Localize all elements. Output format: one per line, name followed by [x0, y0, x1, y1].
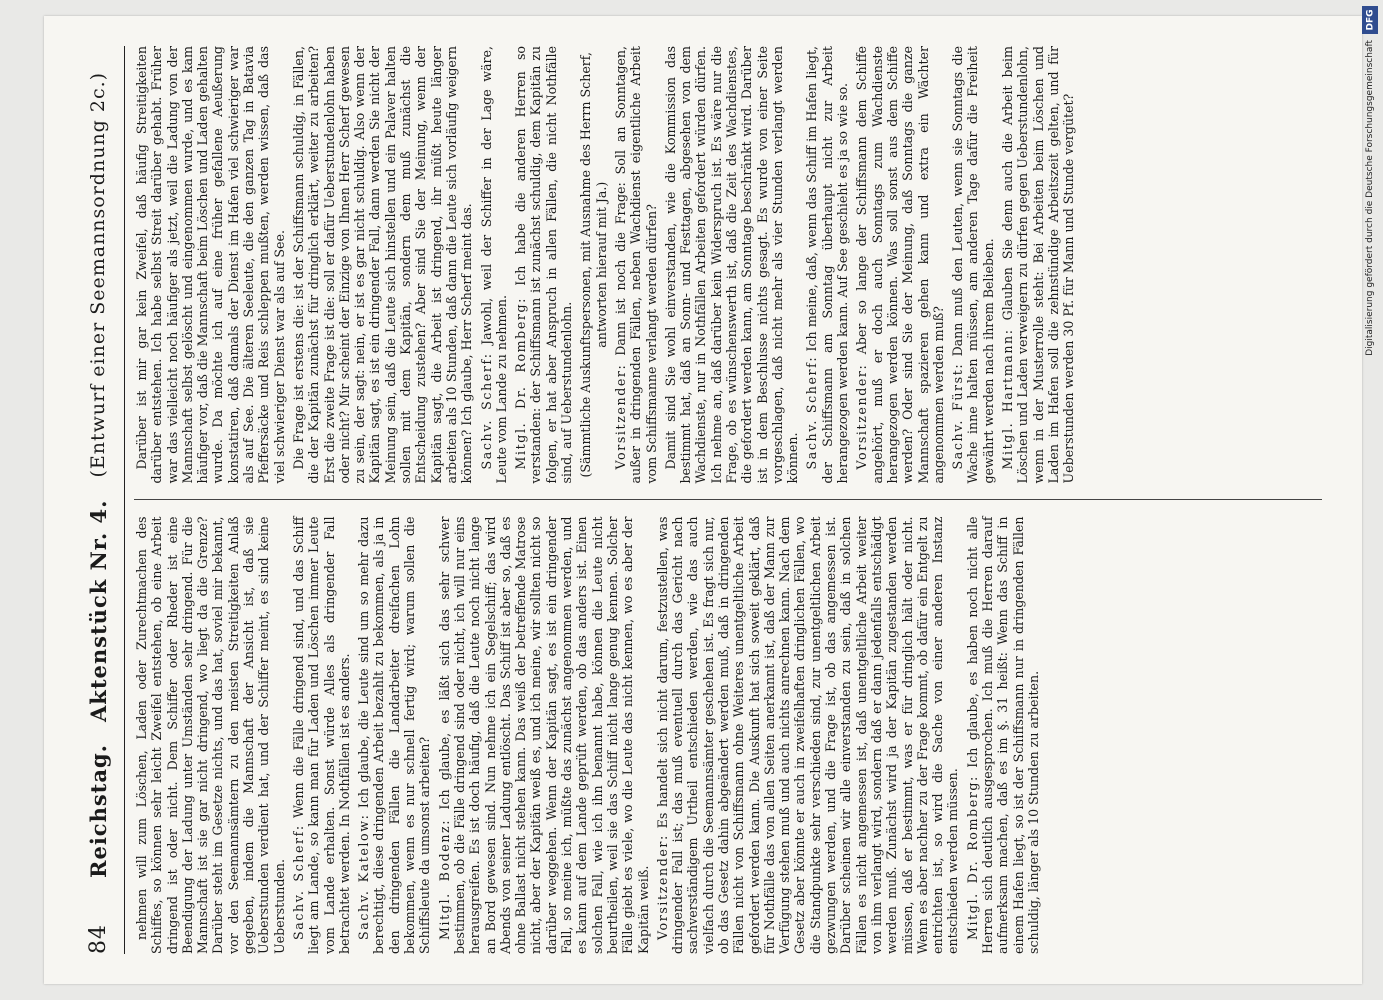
paragraph	[965, 517, 1041, 955]
speaker-name: Sachv. Fürst:	[950, 362, 966, 470]
speaker-name: Mitgl. Bodenz:	[436, 818, 452, 940]
paragraph	[479, 46, 510, 484]
paragraph	[613, 46, 659, 484]
paragraph-text: Dann muß den Leuten, wenn sie Sonntags die Wache inne halten müssen, am anderen Tage dafür die Freiheit gewährt werden nach ihrem Belieben.	[950, 46, 996, 484]
paragraph-text: Die Frage ist erstens die: ist der Schiffsmann schuldig, in Fällen, die der Kapitän zunächst für dringlich erklärt, weiter zu arbeiten? Erst die zweite Frage ist die: soll er dafür Ueberstundenlohn haben oder nicht? Mir scheint der Einzige von Ihnen Herr Scherf gewesen zu sein, der sagt: nein, er ist es gar nicht schuldig. Also wenn der Kapitän sagt, es ist ein dringender Fall, dann werden Sie nicht der Meinung sein, daß die Leute sich hinstellen und ein Palaver halten sollen mit dem Kapitän, sondern dem muß zunächst die Entscheidung zustehen? Aber sind Sie der Meinung, wenn der Kapitän sagt, die Arbeit ist dringend, ihr müßt heute länger arbeiten als 10 Stunden, daß dann die Leute sich vorläufig weigern können? Ich glaube, Herr Scherf meint das.	[290, 46, 475, 484]
digitization-credit: Digitalisierung gefördert durch die Deutsche Forschungsgemeinschaft	[1365, 40, 1375, 356]
speaker-name: Mitgl. Dr. Romberg:	[964, 775, 980, 940]
page-number: 84	[85, 924, 111, 954]
paragraph	[804, 46, 850, 484]
header-center-title: Aktenstück Nr. 4.	[85, 499, 111, 723]
speaker-name: Sachv. Scherf:	[804, 355, 820, 470]
speaker-name: Sachv. Scherf:	[478, 352, 494, 470]
paragraph-text: Ich glaube, es haben noch nicht alle Herren sich deutlich ausgesprochen. Ich muß die Herren darauf aufmerksam machen, daß es im §. 31 heißt: Wenn das Schiff in einem Hafen liegt, so ist der Schiffsmann nur in dringenden Fällen schuldig, länger als 10 Stunden zu arbeiten.	[964, 516, 1041, 954]
speaker-name: Sachv. Katelow:	[356, 813, 372, 940]
paragraph	[356, 517, 432, 955]
document-page	[44, 16, 1362, 984]
paragraph-text: Ich meine, daß, wenn das Schiff im Hafen liegt, der Schiffsmann am Sonntag überhaupt nicht zur Arbeit herangezogen werden kann. Auf See geschieht es ja so wie so.	[804, 45, 851, 484]
paragraph	[655, 517, 961, 955]
paragraph-text: Glauben Sie denn auch die Arbeit beim Löschen und Laden verweigern zu dürfen gegen Ueberstundenlohn, wenn in der Musterrolle steht: Bei Arbeiten beim Löschen und Laden im Hafen soll die zehnstündige Arbeitszeit gelten, und für Ueberstunden werden 30 Pf. für Mann und Stunde vergütet?	[1000, 46, 1077, 484]
paragraph	[134, 46, 287, 484]
paragraph-text: Jawohl, weil der Schiffer in der Lage wäre, Leute vom Lande zu nehmen.	[478, 46, 509, 484]
paragraph-text: Wenn die Fälle dringend sind, und das Schiff liegt am Lande, so kann man für Laden und Löschen immer Leute vom Lande erhalten. Sonst würde Alles als dringender Fall betrachtet werden. In Nothfällen ist es anders.	[290, 516, 352, 954]
dfg-logo: DFG	[1362, 6, 1378, 34]
paragraph-text: Ich glaube, die Leute sind um so mehr dazu berechtigt, diese dringenden Arbeit bezahlt zu bekommen, als ja in den dringenden Fällen die Landarbeiter dreifachen Lohn bekommen, wenn es nur schnell fertig wird; warum sollen die Schiffsleute da umsonst arbeiten?	[356, 516, 433, 954]
paragraph-text: nehmen will zum Löschen, Laden oder Zurechtmachen des Schiffes, so können sehr leicht Zweifel entstehen, ob eine Arbeit dringend ist oder nicht. Dem Schiffer oder Rheder ist eine Beendigung der Ladung unter Umständen sehr dringend. Für die Mannschaft ist sie gar nicht dringend, wo liegt da die Grenze? Darüber steht im Gesetze nichts, und das hat, soviel mir bekannt, vor den Seemannsämtern zu den meisten Streitigkeiten Anlaß gegeben, indem die Mannschaft der Ansicht ist, daß sie Ueberstunden verdient hat, und der Schiffer meint, es sind keine Ueberstunden.	[134, 516, 287, 954]
paragraph-text: Damit sind Sie wohl einverstanden, wie die Kommission das bestimmt hat, daß an Sonn- und Festtagen, abgesehen von dem Wachdienste, nur in Nothfällen Arbeiten gefordert würden dürfen. Ich nehme an, daß darüber kein Widerspruch ist. Es wäre nur die Frage, ob es wünschenswerth ist, daß die Zeit des Wachdienstes, die gefordert werden kann, am Sonntage beschränkt wird. Darüber ist in dem Beschlusse nichts gesagt. Es wurde von einer Seite vorgeschlagen, daß nicht mehr als vier Stunden verlangt werden können.	[662, 46, 801, 484]
right-column	[134, 46, 1322, 484]
paragraph-text: Ich habe die anderen Herren so verstanden: der Schiffsmann ist zunächst schuldig, dem Kapitän zu folgen, er hat aber Anspruch in allen Fällen, die nicht Nothfälle sind, auf Ueberstundenlohn.	[513, 46, 575, 484]
paragraph	[134, 517, 287, 955]
paragraph-text: Aber so lange der Schiffsmann dem Schiffe angehört, muß er doch auch Sonntags zum Wachdienste herangezogen werden können. Was soll sonst aus dem Schiffe werden? Oder sind Sie der Meinung, daß Sonntags die ganze Mannschaft spazieren gehen kann und extra ein Wächter angenommen werden muß?	[854, 46, 946, 484]
paragraph-text: Ich glaube, es läßt sich das sehr schwer bestimmen, ob die Fälle dringend sind oder nicht, ich will nur eins herausgreifen. Es ist doch häufig, daß die Leute noch nicht lange an Bord gewesen sind. Nun nehme ich ein Segelschiff; das wird Abends von seiner Ladung entlöscht. Das Schiff ist aber so, daß es ohne Ballast nicht stehen kann. Das weiß der betreffende Matrose nicht, aber der Kapitän weiß es, und ich meine, wir sollten nicht so darüber weggehen. Wenn der Kapitän sagt, es ist ein dringender Fall, so meine ich, müßte das zunächst angenommen werden, und es kann auf dem Lande geprüft werden, ob das anders ist. Einen solchen Fall, wie ich ihn benannt habe, können die Leute nicht beurtheilen, weil sie das Schiff nicht lange genug kennen. Solcher Fälle giebt es viele, wo die Leute das nicht kennen, wo es aber der Kapitän weiß.	[436, 516, 651, 954]
speaker-name: Vorsitzender:	[654, 834, 670, 940]
paragraph-text: (Sämmtliche Auskunftspersonen, mit Ausnahme des Herrn Scherf, antworten hierauf mit Ja.)	[578, 51, 609, 478]
attribution-strip	[1359, 0, 1381, 1000]
header-rule	[124, 46, 125, 954]
header-left-title: Reichstag.	[85, 744, 111, 878]
paragraph	[1000, 46, 1076, 484]
speaker-name: Vorsitzender:	[854, 363, 870, 470]
paragraph	[291, 517, 352, 955]
paragraph	[854, 46, 946, 484]
paragraph-text: Darüber ist mir gar kein Zweifel, daß häufig Streitigkeiten darüber entstehen. Ich habe selbst Streit darüber gehabt. Früher war das vielleicht noch häufiger als jetzt, weil die Ladung von der Mannschaft selbst gelöscht und eingenommen wurde, und es kam häufiger vor, daß die Mannschaft beim Löschen und Laden gehalten wurde. Da möchte ich auf eine früher gefallene Aeußerung konstatiren, daß damals der Dienst im Hafen viel schwieriger war als auf See. Die älteren Seeleute, die den ganzen Tag in Batavia Pfeffersäcke und Reis schleppen mußten, werden wissen, daß das viel schwieriger Dienst war als auf See.	[134, 46, 287, 484]
left-column	[134, 517, 1322, 955]
speaker-name: Vorsitzender:	[612, 363, 628, 470]
rotated-page-content	[44, 16, 1362, 984]
speaker-name: Mitgl. Hartmann:	[1000, 328, 1016, 470]
column-divider	[134, 500, 1322, 501]
paragraph	[291, 46, 475, 484]
paragraph-text: Es handelt sich nicht darum, festzustellen, was dringender Fall ist; das muß eventuell durch das Gericht nach sachverständigem Urtheil entschieden werden, wie das auch vielfach durch die Seemannsämter geschehen ist. Es fragt sich nur, ob das Gesetz dahin abgeändert werden muß, daß in dringenden Fällen nicht von Schiffsmann ohne Weiteres unentgeltliche Arbeit gefordert werden kann. Die Auskunft hat sich soweit geklärt, daß für Nothfälle das von allen Seiten anerkannt ist, daß der Mann zur Verfügung stehen muß und auch nichts anrechnen kann. Nach dem Gesetz aber könnte er auch in zweifelhaften dringlichen Fällen, wo die Standpunkte sehr verschieden sind, zur unentgeltlichen Arbeit gezwungen werden, und die Frage ist, ob das angemessen ist. Darüber scheinen wir alle einverstanden zu sein, daß in solchen Fällen es nicht angemessen ist, daß unentgeltliche Arbeit weiter von ihm verlangt wird, sondern daß er dann jedenfalls entschädigt werden muß. Zunächst wird ja der Kapitän zugestanden werden müssen, daß er bestimmt, was er für dringlich hält oder nicht. Wenn es aber nachher zu der Frage kommt, ob dafür ein Entgelt zu entrichten ist, so wird die Sache von einer anderen Instanz entschieden werden müssen.	[654, 516, 961, 954]
paragraph	[950, 46, 996, 484]
paragraph-text: Dann ist noch die Frage: Soll an Sonntagen, außer in dringenden Fällen, neben Wachdienst eigentliche Arbeit vom Schiffsmanne verlangt werden dürfen?	[612, 46, 659, 484]
paragraph	[513, 46, 574, 484]
page-header	[74, 46, 122, 954]
paragraph	[663, 46, 801, 484]
paragraph	[437, 517, 651, 955]
speaker-name: Sachv. Scherf:	[290, 824, 306, 940]
header-right-title: (Entwurf einer Seemannsordnung 2c.)	[87, 71, 109, 478]
paragraph	[578, 46, 609, 484]
speaker-name: Mitgl. Dr. Romberg:	[513, 296, 529, 470]
